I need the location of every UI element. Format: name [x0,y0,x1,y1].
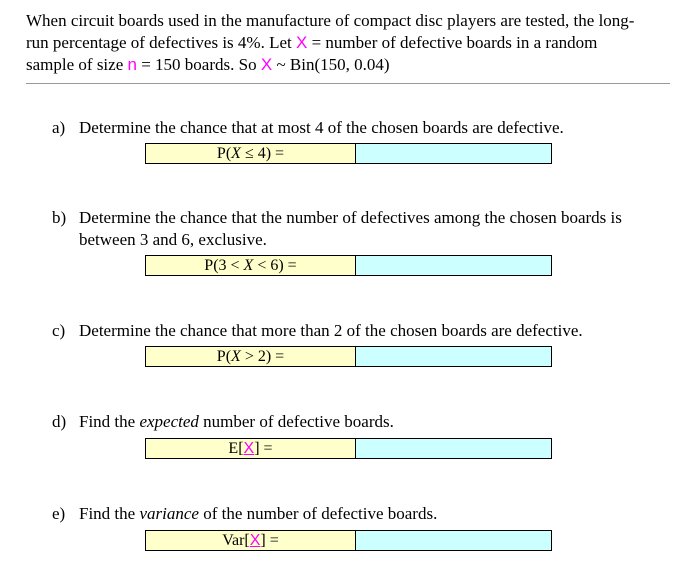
answer-row-b [145,255,552,276]
intro-line-1: When circuit boards used in the manufacture of compact disc players are tested, the long- [26,11,635,30]
intro-line-3 [26,54,666,76]
question-text: Find the variance of the number of defective boards. [79,504,438,523]
answer-cell-a[interactable] [356,143,552,164]
formula-label: E[X] = [145,438,356,459]
variable-x: X [260,55,273,74]
question-text: Determine the chance that the number of defectives among the chosen boards is between 3 and 6, exclusive. [79,208,622,249]
question-a [52,117,672,139]
question-text: Find the expected number of defective boards. [79,412,394,431]
formula-label: P(X > 2) = [145,346,356,367]
answer-row-e [145,530,552,551]
answer-cell-b[interactable] [356,255,552,276]
formula-label: Var[X] = [145,530,356,551]
question-d [52,411,672,433]
intro-text: sample of size [26,55,128,74]
answer-cell-c[interactable] [356,346,552,367]
intro-text: = number of defective boards in a random [307,33,598,52]
question-e [52,503,672,525]
variable-n: n [127,55,137,74]
intro-text: = 150 boards. So [136,55,261,74]
question-text: Determine the chance that more than 2 of the chosen boards are defective. [79,321,583,340]
question-b [52,207,672,251]
question-text: Determine the chance that at most 4 of the chosen boards are defective. [79,118,564,137]
problem-statement [26,10,666,76]
variable-x: X [296,33,308,52]
question-c [52,320,672,342]
intro-text: ~ Bin(150, 0.04) [272,55,390,74]
answer-row-d [145,438,552,459]
formula-label: P(X ≤ 4) = [145,143,356,164]
question-letter: d) [52,412,67,431]
answer-row-c [145,346,552,367]
formula-label: P(3 < X < 6) = [145,255,356,276]
divider [26,83,670,84]
intro-line-2 [26,32,666,54]
answer-row-a [145,143,552,164]
answer-cell-d[interactable] [356,438,552,459]
intro-text: run percentage of defectives is 4%. Let [26,33,296,52]
answer-cell-e[interactable] [356,530,552,551]
question-letter: b) [52,208,67,227]
question-letter: e) [52,504,66,523]
question-letter: c) [52,321,66,340]
question-letter: a) [52,118,66,137]
